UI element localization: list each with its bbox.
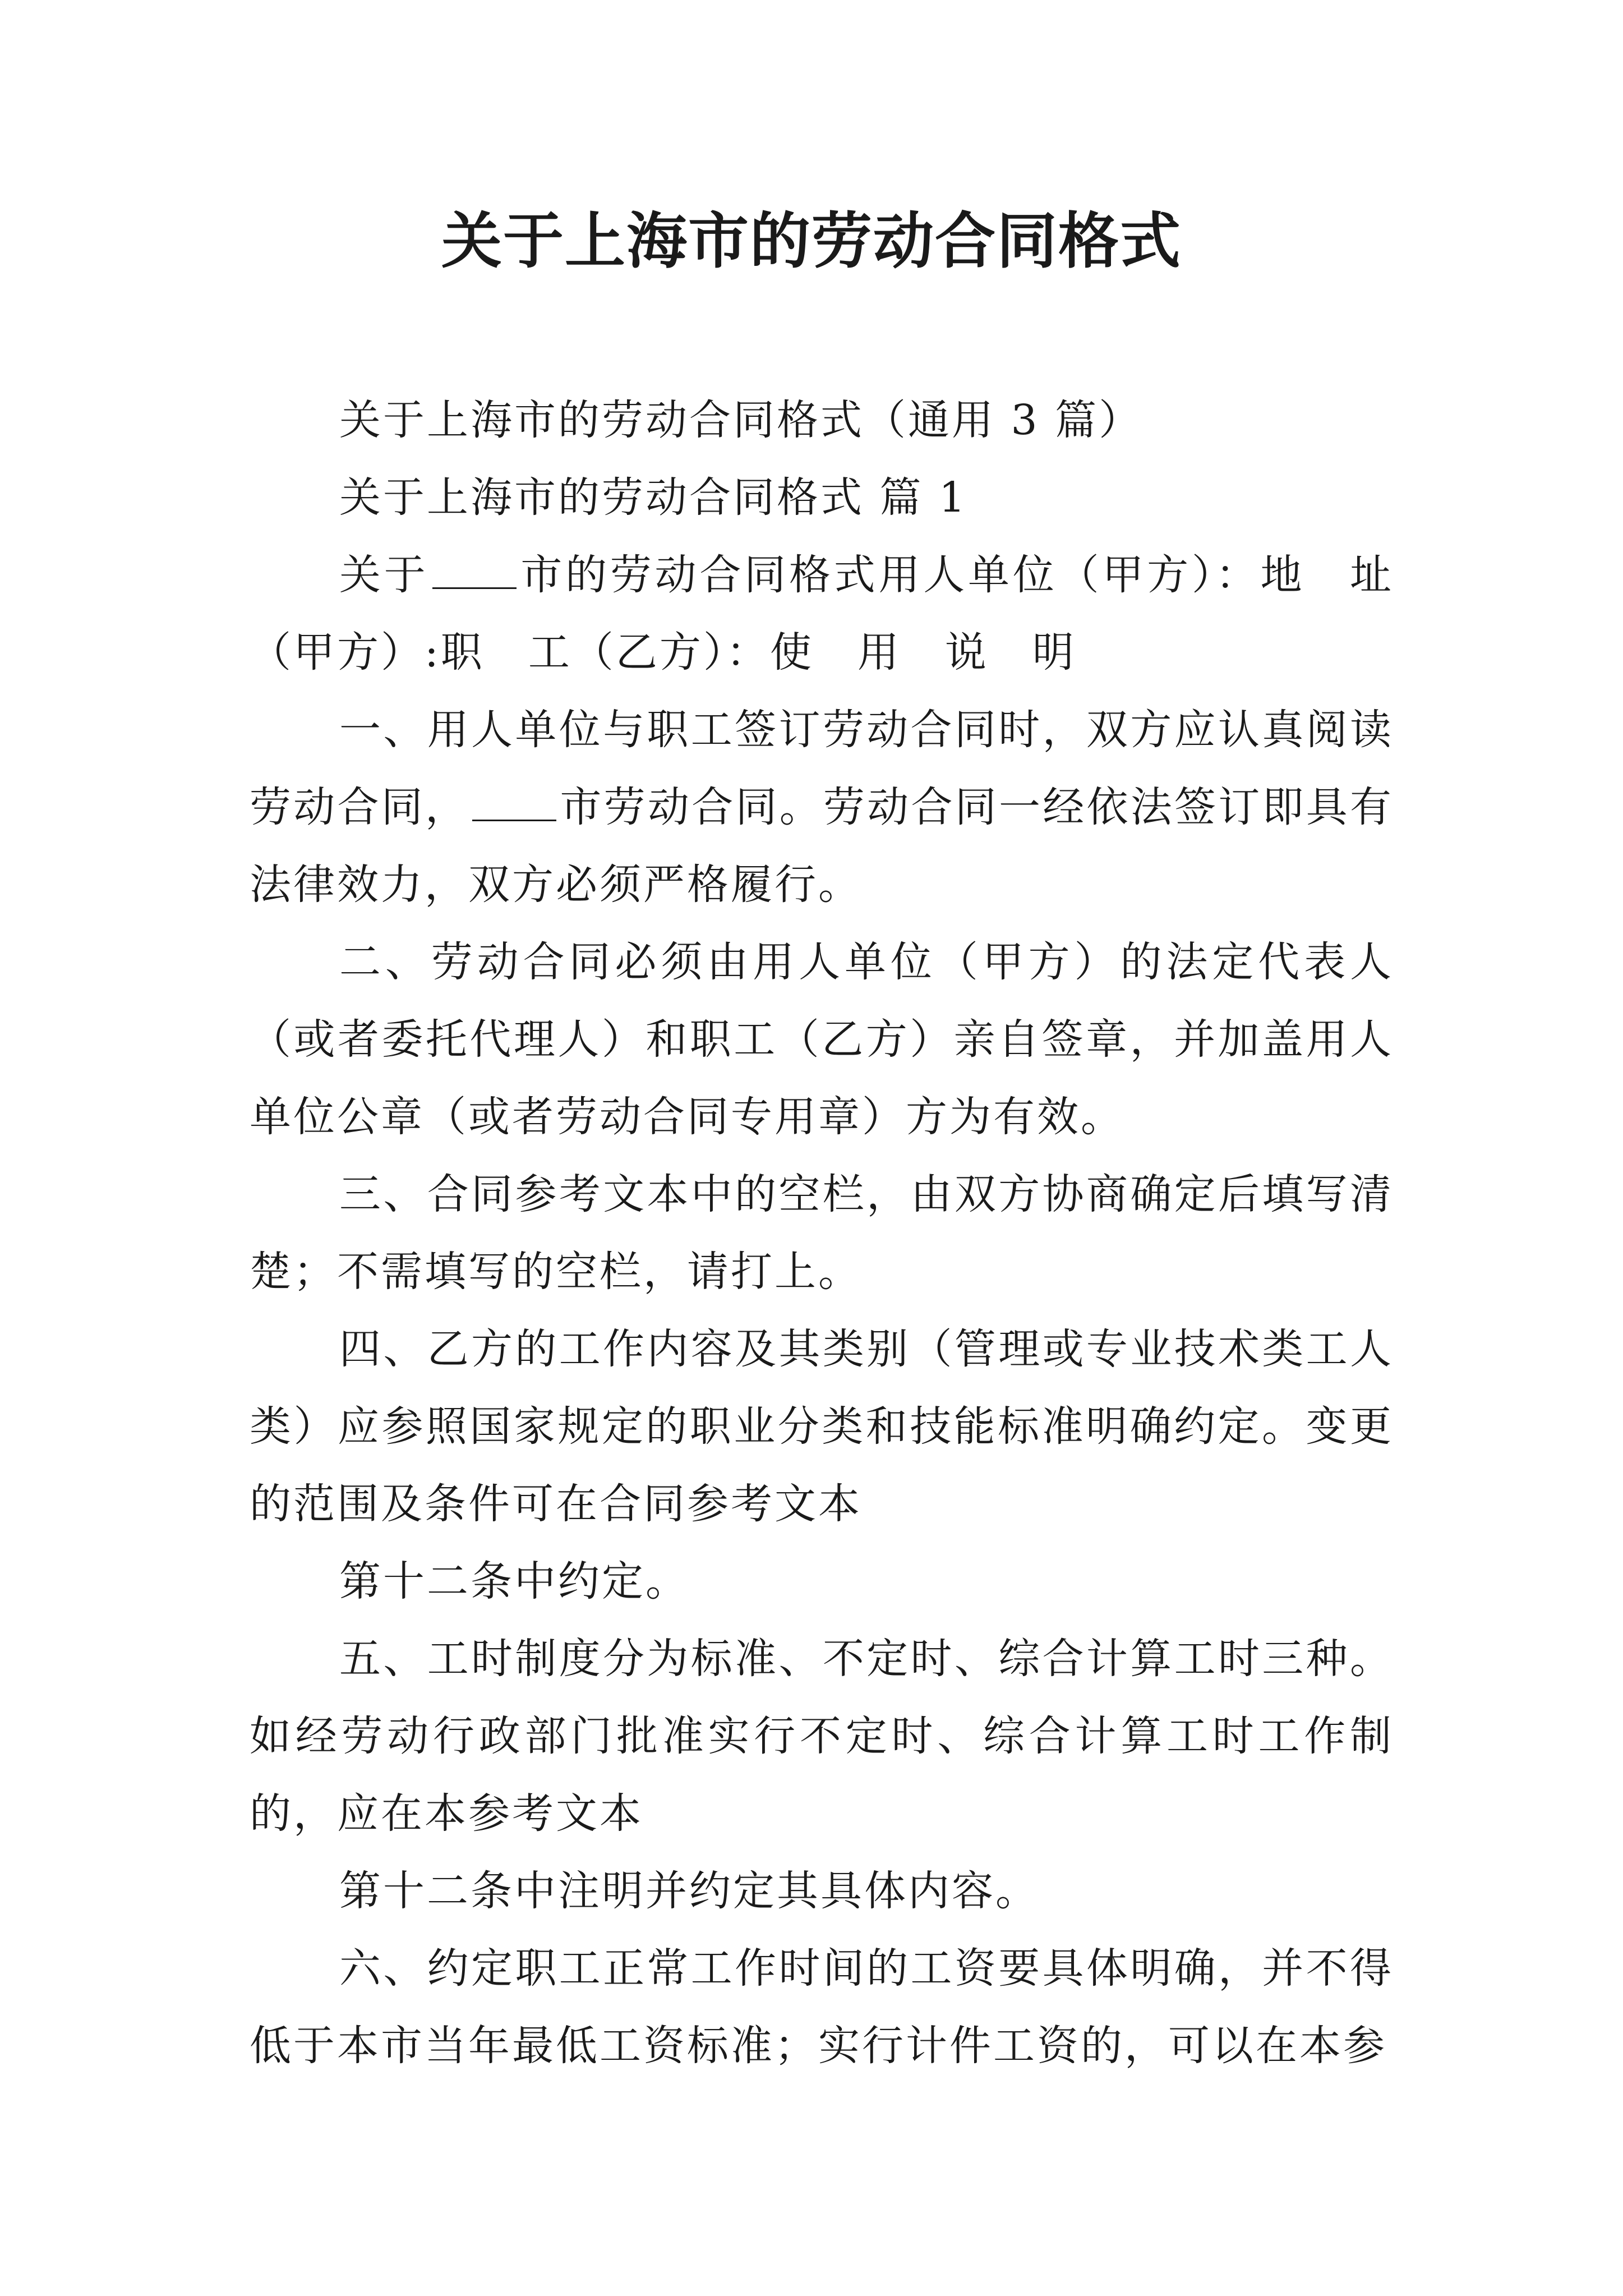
section-heading: 关于上海市的劳动合同格式 篇 1 [339,473,968,522]
document-title: 关于上海市的劳动合同格式 [441,206,1182,277]
clause-6: 六、约定职工正常工作时间的工资要具体明确，并不得低于本市当年最低工资标准；实行计件工资的，可以在本参 [250,1944,1394,2070]
clause-3: 三、合同参考文本中的空栏，由双方协商确定后填写清楚；不需填写的空栏，请打上。 [250,1170,1394,1296]
intro-part2: 市的劳动合同格式用人单位（甲方）：地 址（甲方）:职 工（乙方）：使 用 说 明 [250,551,1394,677]
clause-2: 二、劳动合同必须由用人单位（甲方）的法定代表人（或者委托代理人）和职工（乙方）亲自签章，并加盖用人单位公章（或者劳动合同专用章）方为有效。 [250,938,1394,1141]
document-body [250,381,1394,2085]
intro-part1: 关于 [339,551,429,599]
clause-1-part1: 一、用人单位与职工签订劳动合同时，双方应认真阅读劳动合同， [250,706,1394,831]
clause-4: 四、乙方的工作内容及其类别（管理或专业技术类工人类）应参照国家规定的职业分类和技能标准明确约定。变更的范围及条件可在合同参考文本 [250,1325,1394,1528]
fill-in-blank [472,780,556,821]
clause-5-continued: 第十二条中注明并约定其具体内容。 [339,1867,1039,1915]
intro-paragraph [250,536,1394,691]
fill-in-blank [432,548,517,589]
subtitle-line: 关于上海市的劳动合同格式（通用 3 篇） [339,396,1143,444]
clause-1 [250,691,1394,923]
clause-4-continued: 第十二条中约定。 [339,1557,689,1605]
clause-1-part2: 市劳动合同。劳动合同一经依法签订即具有法律效力，双方必须严格履行。 [250,783,1394,909]
clause-5: 五、工时制度分为标准、不定时、综合计算工时三种。如经劳动行政部门批准实行不定时、综合计算工时工作制的，应在本参考文本 [250,1635,1394,1838]
